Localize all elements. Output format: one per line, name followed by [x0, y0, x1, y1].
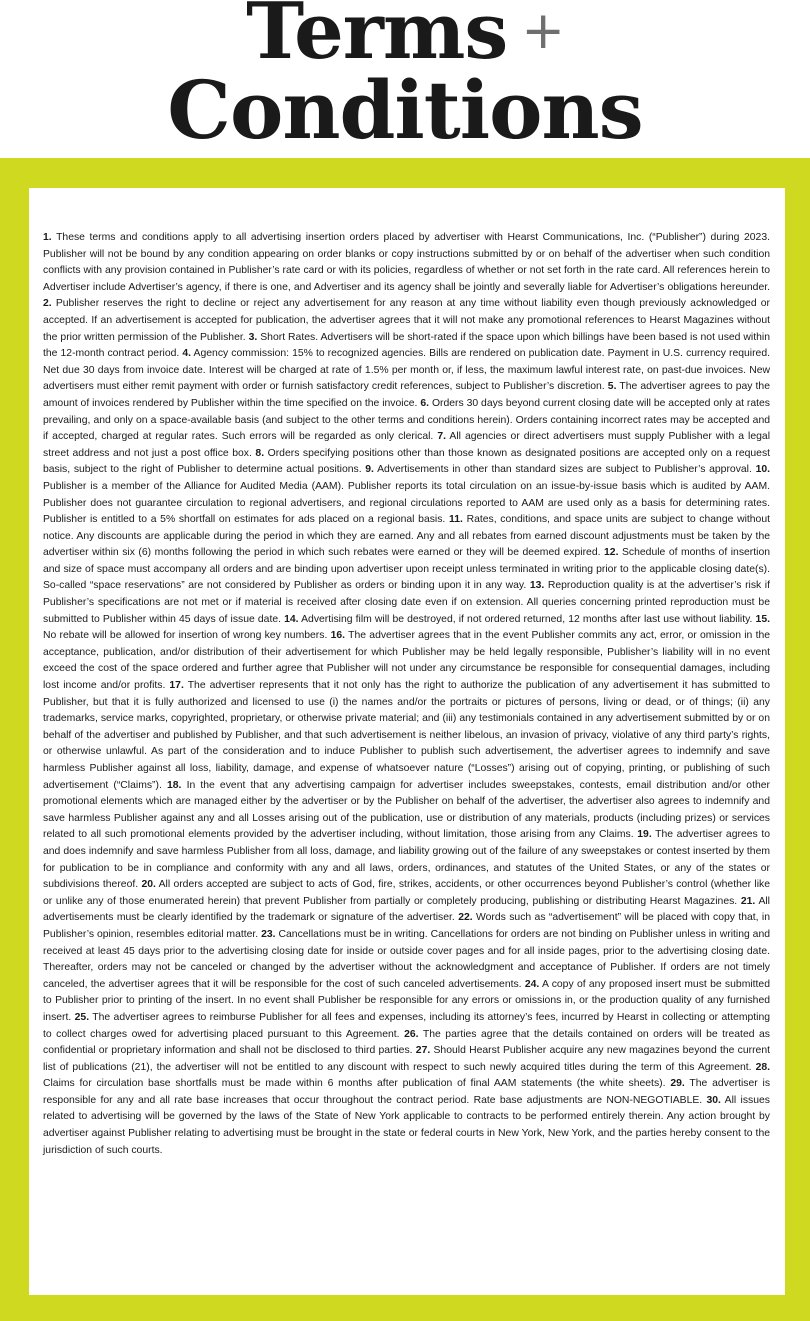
clause-number: 22. — [458, 912, 473, 924]
clause-text: The advertiser agrees that in the event Publisher commits any act, error, or omission in the acceptance, publication, and/or distribution of their advertisement for which Publisher may be held legally responsible, Publisher’s liability will in no event exceed the cost of the space ordered and further agree that Publisher will not under any circumstance be responsible for consequential damages, including lost income and/or profits. — [43, 630, 771, 692]
title-plus-sign: + — [521, 1, 564, 61]
clause-number: 14. — [284, 613, 299, 625]
clause-number: 18. — [167, 779, 182, 791]
clause-text: In the event that any advertising campaign for advertiser includes sweepstakes, contests, email distribution and/or other promotional elements which are managed either by the advertiser or by the Publisher on behalf of the advertiser, the advertiser also agrees to indemnify and save harmless Publisher against any and all Losses arising out of the publication, use or distribution of any materials, products (including prizes) or services related to all such promotional elements provided by the advertiser including, without limitation, those arising from any Claims. — [43, 779, 770, 841]
clause-text: All issues related to advertising will be governed by the laws of the State of New York applicable to contracts to be performed entirely therein. Any action brought by advertiser against Publisher relating to advertising must be brought in the state or federal courts in New York, New York, and the parties hereby consent to the jurisdiction of such courts. — [43, 1094, 770, 1156]
clause-text: All advertisements must be clearly identified by the trademark or signature of the advertiser. — [43, 895, 770, 924]
title-line-2: Conditions — [167, 63, 643, 157]
clause-number: 29. — [670, 1078, 685, 1090]
clause-1 — [43, 232, 770, 293]
clause-number: 1. — [43, 232, 52, 243]
clause-number: 20. — [141, 879, 156, 891]
clause-17 — [43, 680, 770, 791]
clause-number: 21. — [740, 895, 756, 907]
clause-number: 13. — [529, 580, 545, 592]
clause-number: 4. — [182, 348, 192, 360]
clause-text: Orders 30 days beyond current closing date will be accepted only at rates prevailing, and only on a space-available basis (and subject to the other terms and conditions herein). Orders containing incorrect rates may be accepted and if accepted, charged at regular rates. Such errors will be regarded as only clerical. — [43, 397, 770, 443]
clause-number: 24. — [524, 978, 540, 990]
clause-text: A copy of any proposed insert must be submitted to Publisher prior to printing of the insert. In no event shall Publisher be responsible for any errors or omissions in, or the production quality of any furnished insert. — [43, 978, 770, 1023]
clause-text: Words such as “advertisement” will be placed with copy that, in Publisher’s opinion, resembles editorial matter. — [43, 912, 770, 940]
clause-text: The parties agree that the details contained on orders will be treated as confidential or proprietary information and shall not be disclosed to third parties. — [43, 1028, 770, 1057]
clause-text: Publisher reserves the right to decline or reject any advertisement for any reason at any time without liability even though previously acknowledged or accepted. If an advertisement is accepted for publication, the advertiser agrees that it will not make any promotional references to Hearst Magazines without the prior written permission of the Publisher. — [43, 298, 770, 343]
clause-number: 30. — [706, 1094, 721, 1106]
clause-text: Publisher is a member of the Alliance for Audited Media (AAM). Publisher reports its total circulation on an issue-by-issue basis which is audited by AAM. Publisher does not guarantee circulation to regional advertisers, and regional circulations reported to AAM are used only as a basis for determining rates. Publisher is entitled to a 5% shortfall on estimates for ads placed on a regional basis. — [43, 480, 770, 526]
clause-text: The advertiser agrees to reimburse Publisher for all fees and expenses, including its attorney’s fees, incurred by Hearst in collecting or attempting to collect charges owed for advertising placed pursuant to this Agreement. — [43, 1011, 771, 1040]
clause-number: 23. — [261, 928, 276, 940]
clause-number: 11. — [449, 514, 463, 526]
clause-number: 27. — [415, 1045, 431, 1057]
clause-text: The advertiser represents that it not only has the right to authorize the publication of any advertisement it has submitted to Publisher, but that it is fully authorized and licensed to use (i) the names and/or the portraits or pictures of persons, living or dead, or of things; (ii) any trademarks, service marks, copyrighted, proprietary, or otherwise private material; and (iii) any testimonials contained in any advertisement submitted by or on behalf of the advertiser and published by Publisher, and that such advertisement is neither libelous, an invasion of privacy, violative of any third party’s rights, or otherwise unlawful. As part of the consideration and to induce Publisher to publish such advertisement, the advertiser agrees to indemnify and save harmless Publisher against all loss, liability, damage, and expense of whatsoever nature (“Losses”) arising out of copying, printing, or publishing of such advertisement (“Claims”). — [43, 680, 771, 791]
clause-number: 19. — [637, 829, 652, 841]
clause-text: Claims for circulation base shortfalls must be made within 6 months after publication of final AAM statements (the white sheets). — [43, 1078, 666, 1090]
clause-text: These terms and conditions apply to all advertising insertion orders placed by advertiser with Hearst Communications, Inc. (“Publisher”) during 2023. Publisher will not be bound by any condition appearing on order blanks or copy instructions submitted by or on behalf of the advertiser when such condition conflicts with any provision contained in Publisher’s rate card or with its policies, regardless of whether or not set forth in the rate card. All references herein to Advertiser include Advertiser’s agency, if there is one, and Advertiser and its agency shall be jointly and severally liable for Advertiser’s obligations hereunder. — [43, 232, 770, 293]
clause-text: Schedule of months of insertion and size of space must accompany all orders and are binding upon advertiser upon receipt unless terminated in writing prior to the applicable closing date(s). So-called “space reservations” are not considered by Publisher as orders or binding upon it in any way. — [43, 547, 771, 592]
clause-text: Short Rates. Advertisers will be short-rated if the space upon which billings have been based is not used within the 12-month contract period. — [43, 331, 770, 360]
clause-text: The advertiser agrees to and does indemnify and save harmless Publisher from all loss, damage, and liability growing out of the failure of any sweepstakes or contest inserted by them for publication to be in compliance and conformity with any and all laws, orders, ordinances, and statutes of the United States, or any of the states or subdivisions thereof. — [43, 829, 770, 891]
clause-text: Advertisements in other than standard sizes are subject to Publisher’s approval. — [377, 464, 752, 476]
clause-number: 26. — [404, 1028, 419, 1040]
clause-text: Orders specifying positions other than those known as designated positions are accepted only on a request basis, subject to the right of Publisher to determine actual positions. — [43, 447, 771, 476]
clause-number: 10. — [755, 464, 771, 476]
clause-text: The advertiser is responsible for any and all rate base increases that occur throughout the contract period. Rate base adjustments are NON-NEGOTIABLE. — [43, 1078, 771, 1106]
clause-text: Reproduction quality is at the advertiser’s risk if Publisher’s specifications are not met or if material is received after closing date even if on extension. All queries concerning printed reproduction must be submitted to Publisher within 45 days of issue date. — [43, 580, 771, 625]
clause-text: The advertiser agrees to pay the amount of invoices rendered by Publisher within the time specified on the invoice. — [43, 381, 770, 409]
clause-text: Rates, conditions, and space units are subject to change without notice. Any discounts are applicable during the period in which they are earned. Any and all rebates from earned discount adjustments must be taken by the advertiser within six (6) months following the period in which such rebates were earned or they will be deemed expired. — [43, 514, 770, 559]
clause-text: Agency commission: 15% to recognized agencies. Bills are rendered on publication date. Payment in U.S. currency required. Net due 30 days from invoice date. Interest will be charged at rate of 1.5% per month or, if less, the maximum lawful interest rate, on past-due invoices. New advertisers must either remit payment with order or furnish satisfactory credit references, subject to Publisher’s discretion. — [43, 348, 770, 393]
clause-number: 9. — [365, 464, 374, 476]
clause-number: 8. — [255, 447, 265, 459]
clause-number: 15. — [755, 613, 770, 625]
page-header — [0, 0, 810, 158]
clause-number: 7. — [437, 431, 446, 443]
clause-14 — [284, 614, 752, 625]
clause-text: All orders accepted are subject to acts of God, fire, strikes, accidents, or other occurrences beyond Publisher’s control (whether like or unlike any of those enumerated herein) that prevent Publisher from partially or completely producing, publishing or distributing Hearst Magazines. — [43, 879, 770, 907]
clause-number: 16. — [330, 630, 346, 642]
lime-frame — [0, 158, 810, 1321]
clause-9 — [365, 464, 752, 475]
title-terms: Terms — [246, 0, 508, 77]
terms-panel — [29, 188, 785, 1295]
clause-number: 5. — [607, 381, 617, 393]
clause-text: Advertising film will be destroyed, if not ordered returned, 12 months after last use without liability. — [301, 613, 753, 625]
terms-body-text — [43, 230, 770, 1159]
clause-number: 3. — [248, 331, 258, 343]
clause-text: Should Hearst Publisher acquire any new magazines beyond the current list of publications (21), the advertiser will not be entitled to any discount with respect to such newly acquired titles during the term of this Agreement. — [43, 1045, 770, 1073]
clause-text: No rebate will be allowed for insertion of wrong key numbers. — [43, 630, 328, 642]
clause-number: 25. — [74, 1011, 90, 1023]
clause-number: 28. — [755, 1061, 771, 1073]
clause-text: All agencies or direct advertisers must supply Publisher with a legal street address and not just a post office box. — [43, 431, 770, 459]
clause-number: 2. — [43, 298, 52, 310]
clause-number: 12. — [604, 547, 619, 559]
clause-number: 17. — [169, 680, 184, 692]
clause-number: 6. — [420, 397, 430, 409]
clause-text: Cancellations must be in writing. Cancellations for orders are not binding on Publisher unless in writing and received at least 45 days prior to the advertising closing date for inside or outside cover pages and for all inside pages, prior to the advertising closing date. Thereafter, orders may not be canceled or changed by the advertiser without the acknowledgment and acceptance of Publisher. If orders are not timely canceled, the advertiser agrees that it will be responsible for the cost of such canceled advertisements. — [43, 928, 771, 990]
clause-20 — [43, 879, 770, 907]
